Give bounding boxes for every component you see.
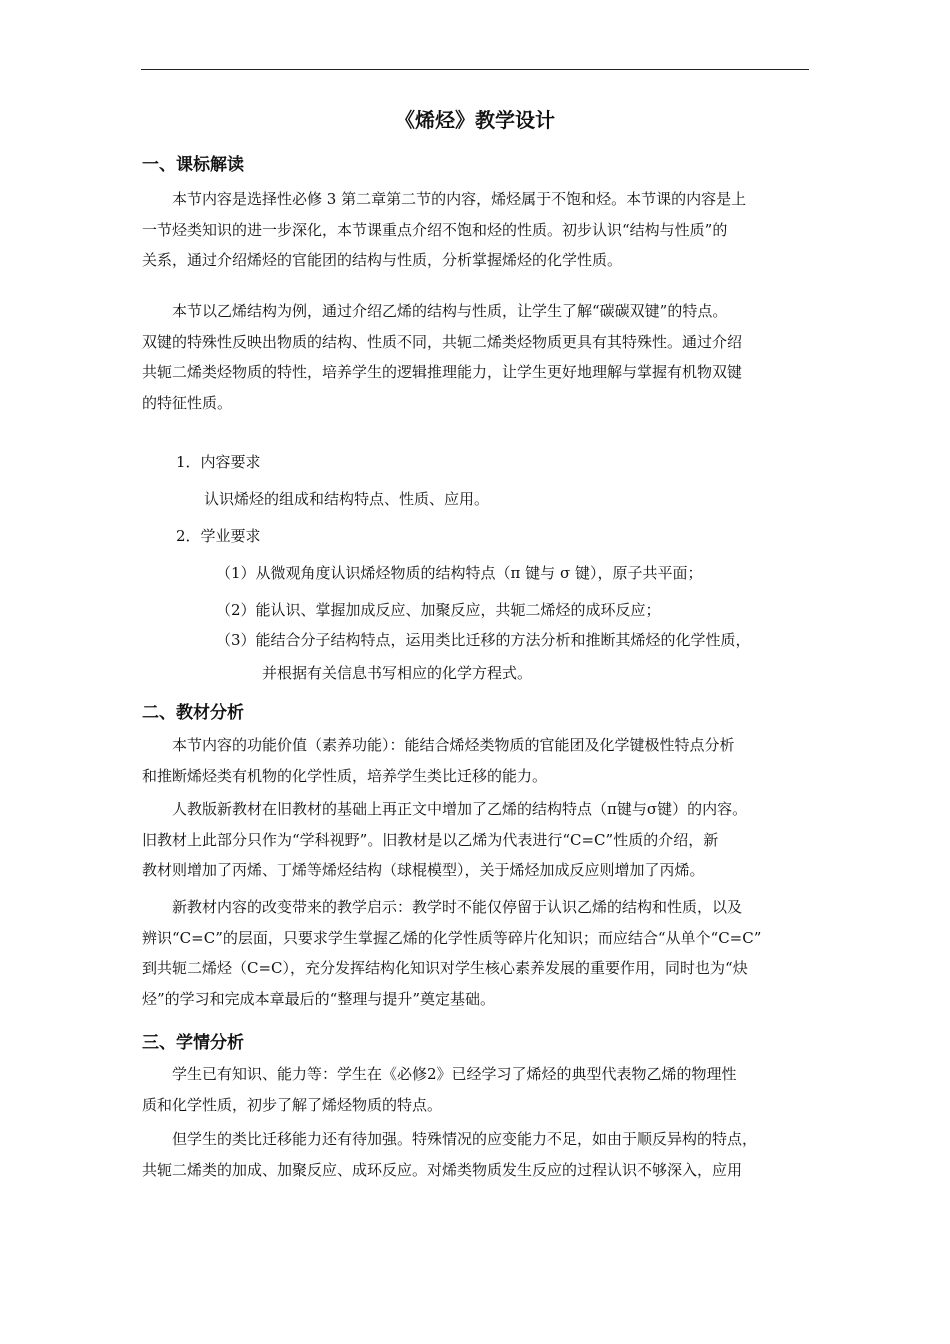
requirement-label-1: 1．内容要求	[176, 453, 261, 471]
paragraph-line: 关系，通过介绍烯烃的官能团的结构与性质，分析掌握烯烃的化学性质。	[142, 251, 623, 270]
paragraph	[142, 184, 810, 276]
requirement-item: 并根据有关信息书写相应的化学方程式。	[262, 664, 533, 682]
paragraph-line: 共轭二烯类烃物质的特性，培养学生的逻辑推理能力，让学生更好地理解与掌握有机物双键	[142, 363, 743, 382]
requirement-item: （1）从微观角度认识烯烃物质的结构特点（π 键与 σ 键），原子共平面；	[216, 564, 703, 582]
paragraph-line: 到共轭二烯烃（C=C），充分发挥结构化知识对学生核心素养发展的重要作用，同时也为“炔	[142, 959, 748, 978]
paragraph	[142, 1124, 810, 1185]
paragraph-line: 新教材内容的改变带来的教学启示：教学时不能仅停留于认识乙烯的结构和性质，以及	[172, 898, 743, 916]
paragraph-line: 的特征性质。	[142, 393, 233, 412]
paragraph-line: 学生已有知识、能力等：学生在《必修2》已经学习了烯烃的典型代表物乙烯的物理性	[172, 1065, 737, 1083]
paragraph-line: 旧教材上此部分只作为“学科视野”。旧教材是以乙烯为代表进行“C=C”性质的介绍，新	[142, 830, 719, 849]
paragraph-line: 质和化学性质，初步了解了烯烃物质的特点。	[142, 1095, 443, 1114]
requirement-item: （3）能结合分子结构特点，运用类比迁移的方法分析和推断其烯烃的化学性质，	[216, 631, 751, 649]
paragraph-line: 但学生的类比迁移能力还有待加强。特殊情况的应变能力不足，如由于顺反异构的特点，	[172, 1130, 758, 1148]
paragraph-line: 和推断烯烃类有机物的化学性质，培养学生类比迁移的能力。	[142, 766, 548, 785]
section-heading-1: 一、课标解读	[142, 155, 244, 175]
header-rule	[141, 69, 809, 70]
paragraph	[142, 296, 810, 418]
paragraph	[142, 892, 810, 1014]
requirement-label-2: 2．学业要求	[176, 527, 261, 545]
requirement-text-1: 认识烯烃的组成和结构特点、性质、应用。	[204, 490, 490, 508]
paragraph-line: 教材则增加了丙烯、丁烯等烯烃结构（球棍模型），关于烯烃加成反应则增加了丙烯。	[142, 861, 705, 880]
paragraph	[142, 794, 810, 886]
paragraph-line: 一节烃类知识的进一步深化，本节课重点介绍不饱和烃的性质。初步认识“结构与性质”的	[142, 220, 728, 239]
requirement-item: （2）能认识、掌握加成反应、加聚反应，共轭二烯烃的成环反应；	[216, 601, 661, 619]
paragraph-line: 本节内容的功能价值（素养功能）：能结合烯烃类物质的官能团及化学键极性特点分析	[172, 736, 735, 754]
paragraph-line: 烃”的学习和完成本章最后的“整理与提升”奠定基础。	[142, 989, 496, 1008]
section-heading-3: 三、学情分析	[142, 1033, 244, 1053]
paragraph-line: 人教版新教材在旧教材的基础上再正文中增加了乙烯的结构特点（π键与σ键）的内容。	[172, 800, 748, 818]
paragraph-line: 双键的特殊性反映出物质的结构、性质不同，共轭二烯类烃物质更具有其特殊性。通过介绍	[142, 332, 743, 351]
paragraph-line: 共轭二烯类的加成、加聚反应、成环反应。对烯类物质发生反应的过程认识不够深入，应用	[142, 1160, 743, 1179]
paragraph-line: 本节内容是选择性必修 3 第二章第二节的内容，烯烃属于不饱和烃。本节课的内容是上	[172, 190, 747, 208]
paragraph-line: 辨识“C=C”的层面，只要求学生掌握乙烯的化学性质等碎片化知识；而应结合“从单个“C=C”	[142, 928, 762, 947]
document-title: 《烯烃》教学设计	[395, 108, 555, 132]
paragraph	[142, 730, 810, 791]
paragraph-line: 本节以乙烯结构为例，通过介绍乙烯的结构与性质，让学生了解“碳碳双键”的特点。	[172, 302, 728, 320]
section-heading-2: 二、教材分析	[142, 703, 244, 723]
paragraph	[142, 1059, 810, 1120]
